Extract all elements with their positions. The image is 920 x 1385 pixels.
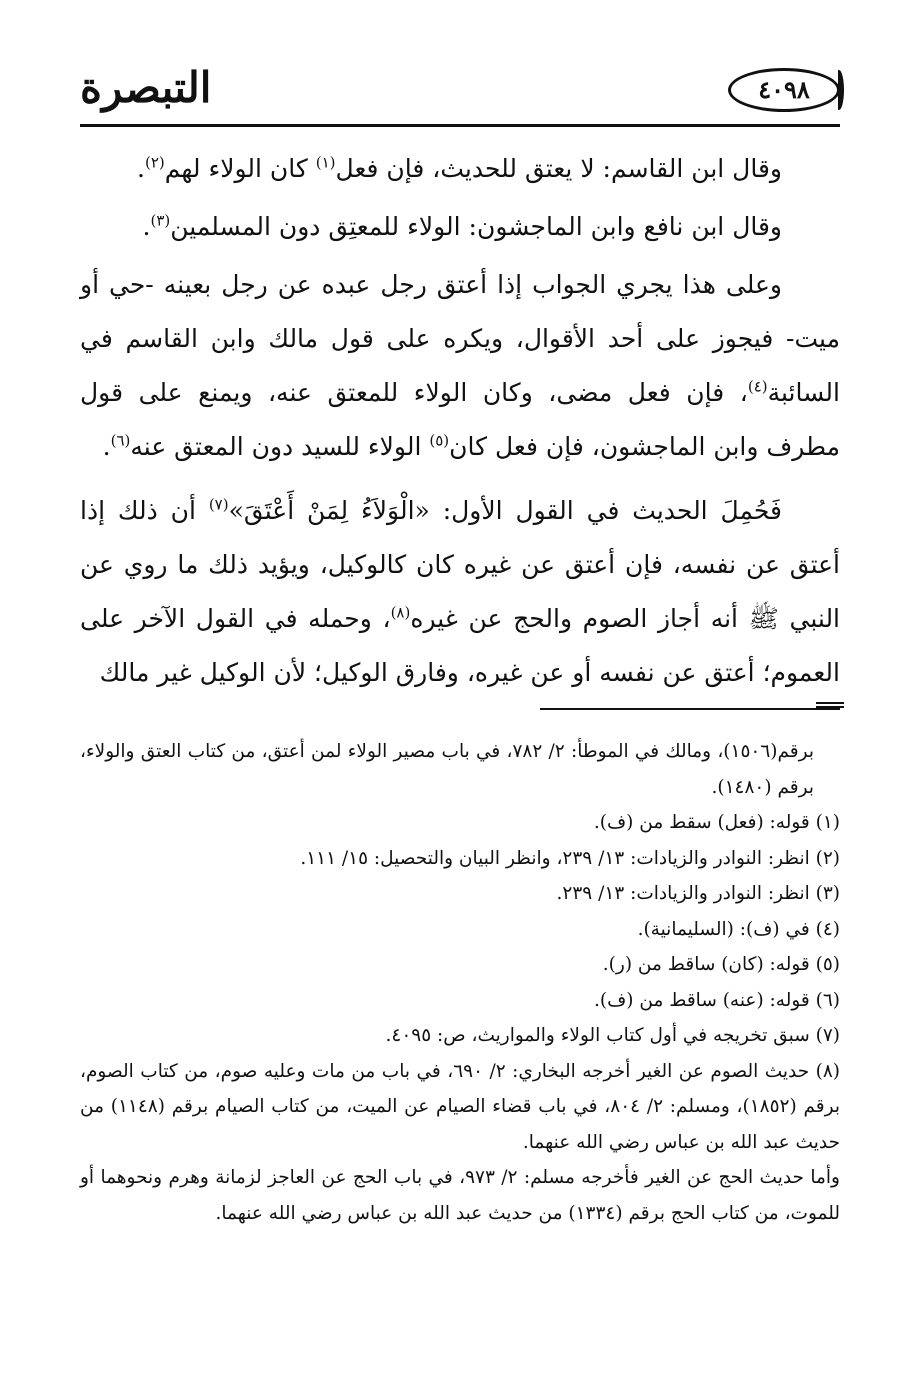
footnote-ref-7: (٧) — [208, 495, 229, 514]
header-rule — [80, 124, 840, 127]
footnote-1: (١) قوله: (فعل) سقط من (ف). — [593, 812, 840, 833]
footnote-ref-5: (٥) — [429, 431, 450, 450]
page-number-badge — [728, 68, 840, 112]
footnote-8: (٨) حديث الصوم عن الغير أخرجه البخاري: ٢/ ٦٩٠، في باب من مات وعليه صوم، من كتاب الصوم، برقم (١٨٥٢)، ومسلم: ٢/ ٨٠٤، في باب قضاء الصيام عن الميت، من كتاب الصيام برقم (١١٤٨) من حديث عبد الله بن عباس رضي الله عنهما. — [80, 1060, 841, 1153]
footnote-separator-mark — [816, 702, 844, 708]
footnote-3: (٣) انظر: النوادر والزيادات: ١٣/ ٢٣٩. — [556, 883, 840, 904]
footnote-5: (٥) قوله: (كان) ساقط من (ر). — [602, 954, 840, 975]
footnote-ref-8: (٨) — [390, 603, 411, 622]
page-number-badge-cap — [834, 70, 844, 110]
book-title: التبصرة — [80, 63, 212, 112]
footnote-ref-6: (٦) — [110, 431, 131, 450]
paragraph-4: فَحُمِلَ الحديث في القول الأول: «الْوَلاَءُ لِمَنْ أَعْتَقَ»$^{(٧)}$ أن ذلك إذا أعتق عن نفسه، فإن أعتق عن غيره كان كالوكيل، ويؤيد ذلك ما روي عن النبي ﷺ أنه أجاز الصوم والحج عن غيره$^{(٨)}$، وحمله في القول الآخر على العموم؛ أعتق عن نفسه أو عن غيره، وفارق الوكيل؛ لأن الوكيل غير مالك — [80, 495, 841, 687]
main-text — [80, 142, 840, 710]
page-number: ٤٠٩٨ — [758, 75, 810, 104]
footnote-continuation: برقم(١٥٠٦)، ومالك في الموطأ: ٢/ ٧٨٢، في باب مصير الولاء لمن أعتق، من كتاب العتق والولاء، برقم (١٤٨٠). — [80, 741, 814, 798]
footnote-ref-3: (٣) — [150, 211, 171, 230]
footnote-2: (٢) انظر: النوادر والزيادات: ١٣/ ٢٣٩، وانظر البيان والتحصيل: ١٥/ ١١١. — [300, 847, 840, 869]
footnote-ref-2: (٢) — [144, 153, 165, 172]
footnote-7: (٧) سبق تخريجه في أول كتاب الولاء والمواريث، ص: ٤٠٩٥. — [385, 1025, 840, 1046]
footnote-4: (٤) في (ف): (السليمانية). — [637, 918, 840, 940]
footnote-ref-4: (٤) — [747, 377, 768, 396]
page-header — [80, 56, 840, 126]
footnote-6: (٦) قوله: (عنه) ساقط من (ف). — [594, 989, 840, 1011]
paragraph-3: وعلى هذا يجري الجواب إذا أعتق رجل عبده عن رجل بعينه -حي أو ميت- فيجوز على أحد الأقوال، ويكره على قول مالك وابن القاسم في السائبة$^{(٤)}$، فإن فعل مضى، وكان الولاء للمعتق عنه، ويمنع على قول مطرف وابن الماجشون، فإن فعل كان$^{(٥)}$ الولاء للسيد دون المعتق عنه$^{(٦)}$. — [80, 270, 840, 461]
paragraph-1: وقال ابن القاسم: لا يعتق للحديث، فإن فعل$^{(١)}$ كان الولاء لهم$^{(٢)}$. — [137, 153, 782, 183]
paragraph-2: وقال ابن نافع وابن الماجشون: الولاء للمعتِق دون المسلمين$^{(٣)}$. — [142, 211, 782, 241]
footnote-ref-1: (١) — [315, 153, 336, 172]
footnotes — [80, 734, 840, 1231]
footnote-8-hajj: وأما حديث الحج عن الغير فأخرجه مسلم: ٢/ ٩٧٣، في باب الحج عن العاجز لزمانة وهرم ونحوهما أو للموت، من كتاب الحج برقم (١٣٣٤) من حديث عبد الله بن عباس رضي الله عنهما. — [80, 1167, 840, 1224]
footnote-separator — [540, 708, 840, 710]
